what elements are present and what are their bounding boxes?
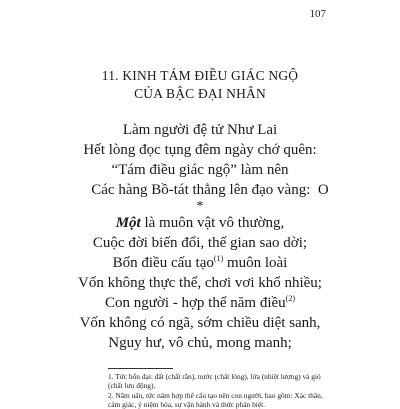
- verse-text: Bốn điều cấu tạo: [112, 255, 214, 271]
- verse-text: Con người - hợp thể năm điều: [105, 295, 286, 311]
- verse-line: Cuộc đời biến đổi, thế gian sao dời;: [92, 235, 308, 251]
- verse-line: Nguy hư, vô chủ, mong manh;: [108, 335, 292, 351]
- verse-line: “Tám điều giác ngộ” làm nên: [111, 162, 289, 178]
- verse-line: [0, 253, 400, 273]
- verse-emphasis-word: Một: [115, 215, 141, 231]
- verse-text: là muôn vật vô thường,: [140, 215, 285, 231]
- chapter-title-line-1: 11. KINH TÁM ĐIỀU GIÁC NGỘ: [101, 68, 299, 83]
- verse-line: Hết lòng đọc tụng đêm ngày chớ quên:: [83, 142, 317, 158]
- footnote-reference: (1): [213, 254, 224, 263]
- footnote-reference: (2): [285, 294, 295, 303]
- verse-marker: O: [317, 182, 329, 198]
- footnote-2: 2. Năm uẩn, tức năm hợp thể cấu tạo nên con người, bao gồm: Xác thân, cảm giác, ý niệm hóa, sự vận hành và thức phân biệt.: [108, 391, 323, 409]
- verse-line: Làm người đệ tử Như Lai: [122, 122, 278, 138]
- verse-text: Các hàng Bồ-tát thẳng lên đạo vàng:: [91, 182, 311, 198]
- verse-line: Vốn không có ngã, sớm chiều diệt sanh,: [79, 315, 321, 331]
- verse-line: [0, 213, 400, 233]
- footnote-divider: [108, 368, 173, 369]
- verse-line: Vốn không thực thể, chơi vơi khổ nhiều;: [78, 275, 322, 291]
- verse-line: [0, 293, 400, 313]
- section-divider-star: *: [196, 199, 204, 214]
- verse-text: muôn loài: [223, 255, 288, 271]
- page-number: 107: [309, 8, 326, 20]
- chapter-title-line-2: CỦA BẬC ĐẠI NHÂN: [134, 86, 266, 101]
- footnote-1: 1. Tức bốn đại: đất (chất rắn), nước (chất lỏng), lửa (nhiệt lượng) và gió (chất lưu động).: [108, 372, 321, 390]
